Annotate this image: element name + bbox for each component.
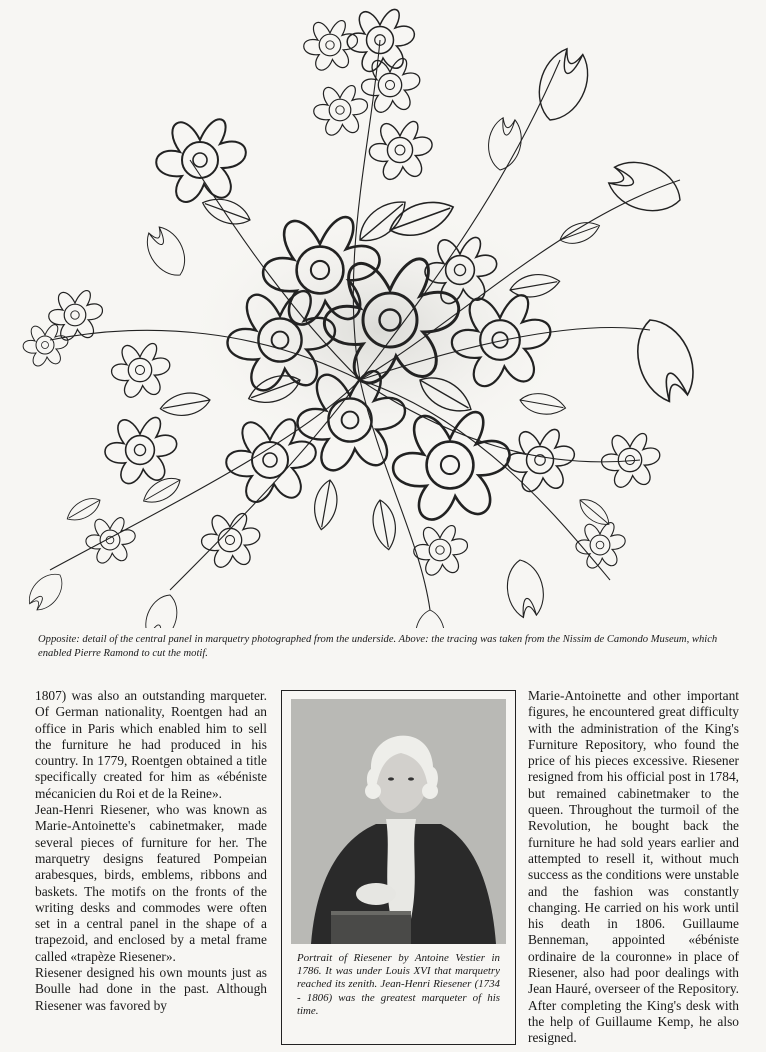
- riesener-portrait-image: [291, 699, 506, 944]
- paragraph: Riesener designed his own mounts just as Boulle had done in the past. Although Riesener was favored by: [35, 965, 267, 1013]
- portrait-caption: Portrait of Riesener by Antoine Vestier in 1786. It was under Louis XVI that marquetry reached its zenith. Jean-Henri Riesener (1734 - 1806) was the greatest marqueter of his time.: [297, 952, 500, 1017]
- illustration-caption: Opposite: detail of the central panel in marquetry photographed from the underside. Above: the tracing was taken from the Nissim de Camondo Museum, which enabled Pierre Ramond to cut the motif.: [38, 634, 718, 659]
- paragraph: Marie-Antoinette and other important figures, he encountered great difficulty with the administration of the King's Furniture Repository, who found the price of his pieces excessive. Riesener resigned from his official post in 1784, but remained cabinetmaker to the queen. Throughout the turmoil of the Revolution, he bought back the furniture he had sold years earlier and attempted to resell it, without much success as the conditions were unstable and the fashion was constantly changing. He carried on his work until his death in 1806. Guillaume Benneman, appointed «ébéniste ordinaire de la couronne» in place of Riesener, also had poor dealings with Jean Hauré, overseer of the Repository. After completing the King's desk with the help of Guillaume Kemp, he also resigned.: [528, 688, 739, 1046]
- paragraph: 1807) was also an outstanding marqueter. Of German nationality, Roentgen had an office in Paris which enabled him to sell the furniture he had produced in his country. In 1779, Roentgen obtained a title specifically created for him as «ébéniste mécanicien du Roi et de la Reine».: [35, 688, 267, 801]
- paragraph: Jean-Henri Riesener, who was known as Marie-Antoinette's cabinetmaker, made several pieces of furniture for her. The marquetry designs featured Pompeian arabesques, birds, emblems, ribbons and baskets. The motifs on the fronts of the writing desks and commodes were often set in a central panel in the shape of a trapezoid, and enclosed by a metal frame called «trapèze Riesener».: [35, 802, 267, 964]
- text-column-right: [528, 688, 739, 1047]
- portrait-box: [281, 690, 516, 1045]
- text-column-left: [35, 688, 267, 1014]
